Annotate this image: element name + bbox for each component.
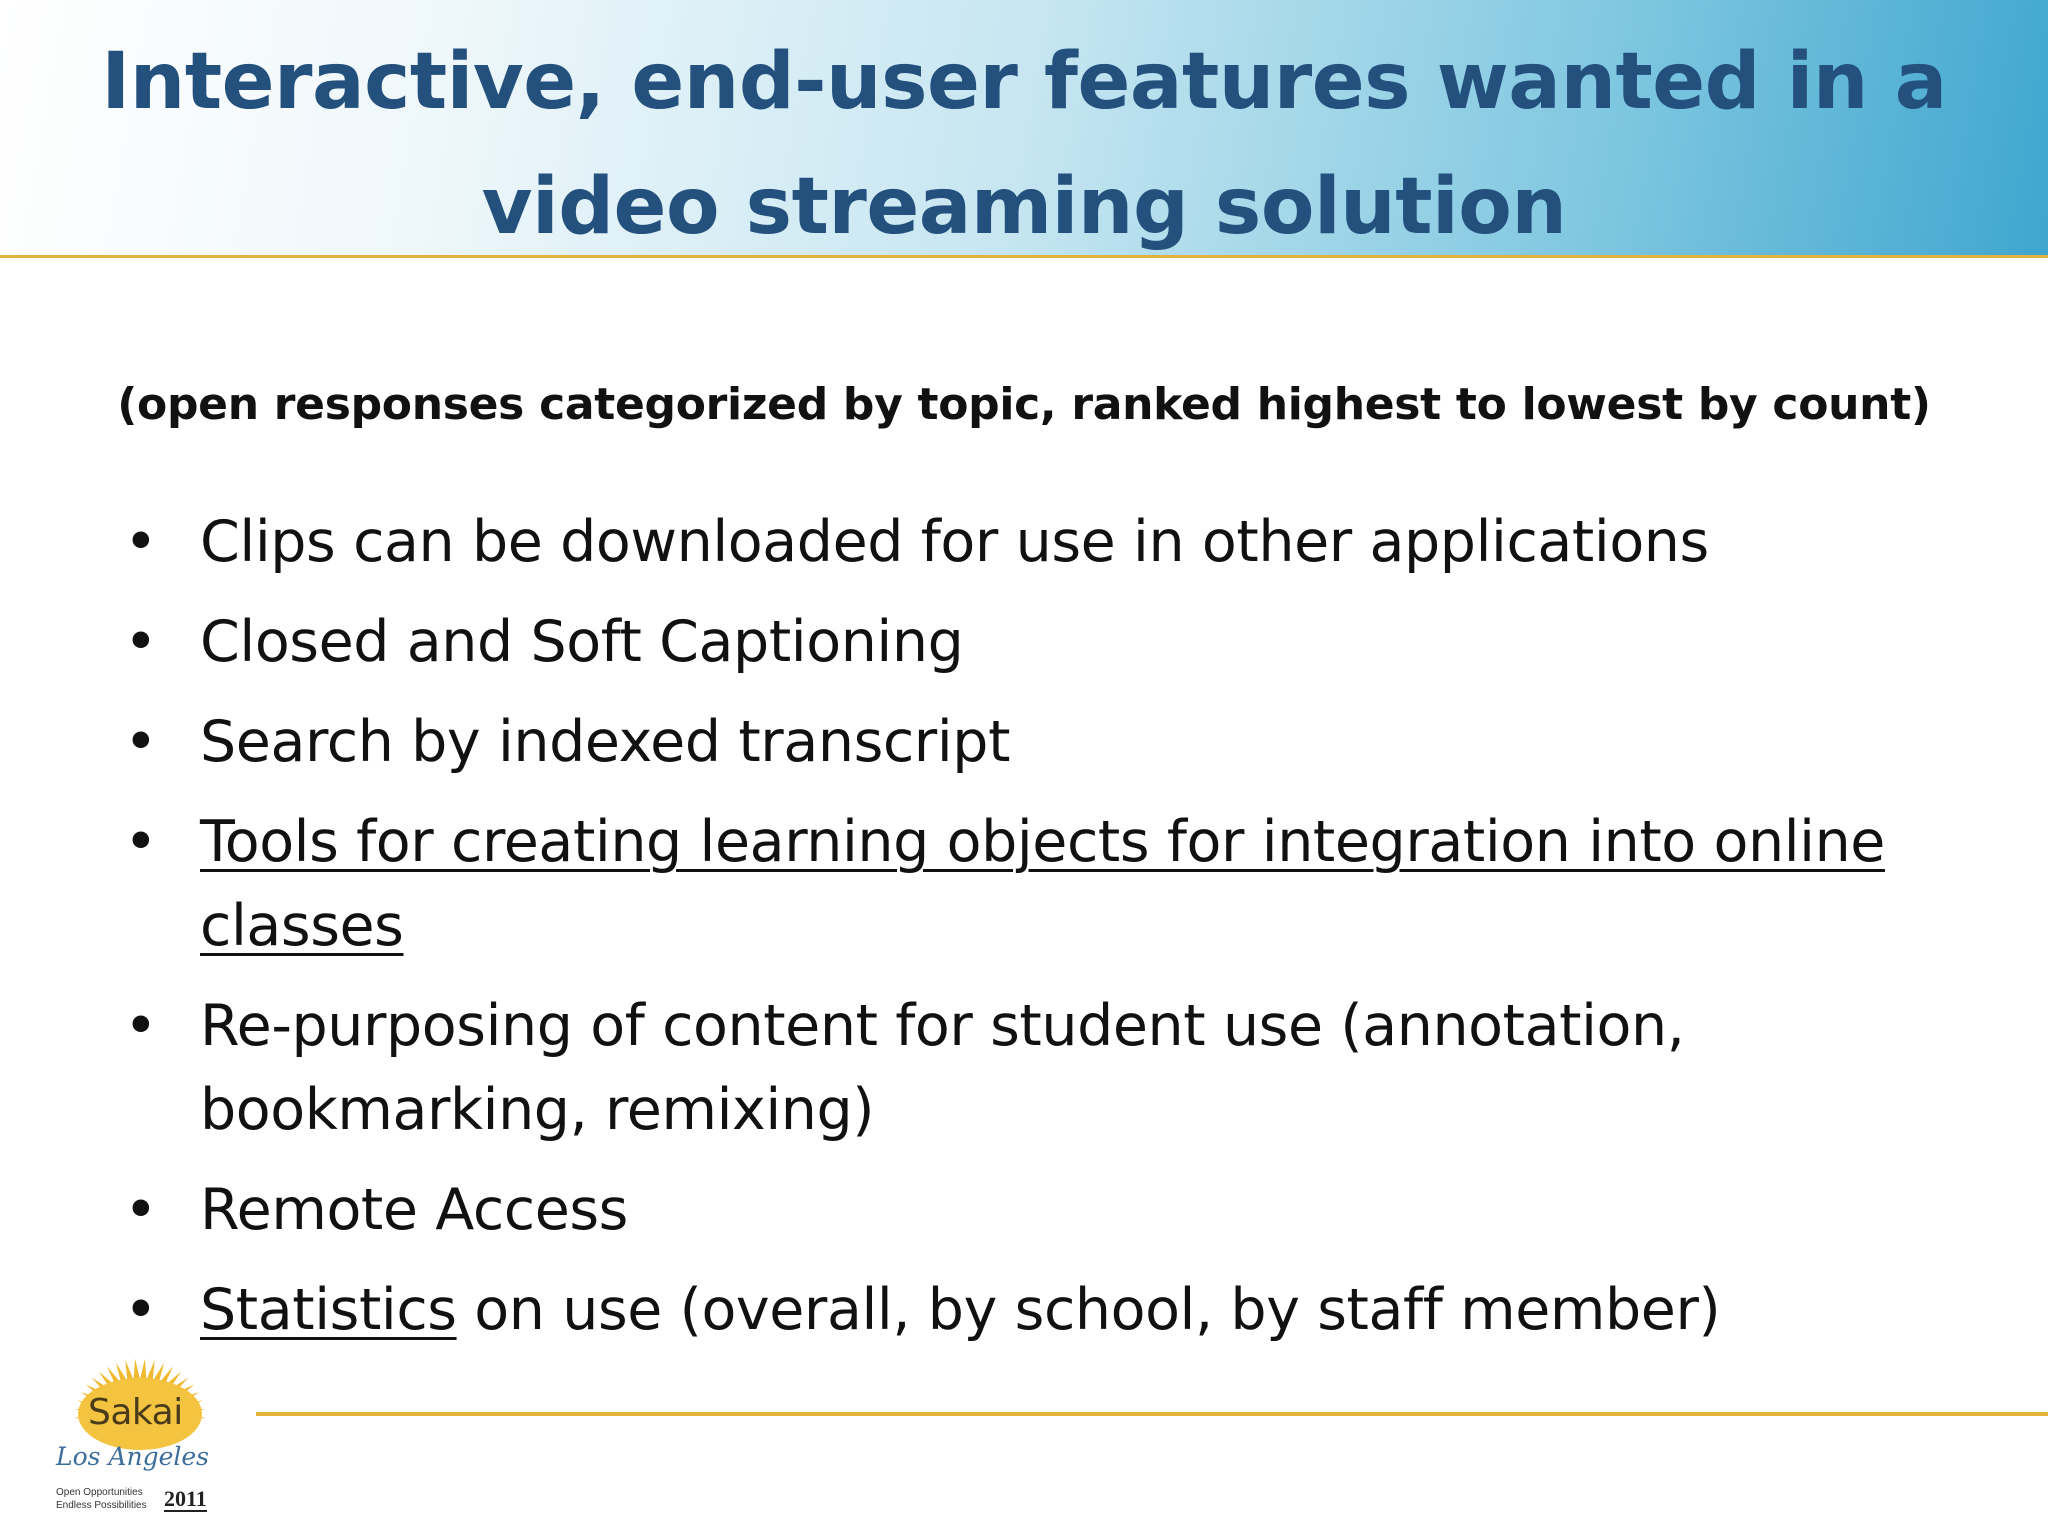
logo-year: 2011	[164, 1486, 207, 1511]
bullet-icon: •	[124, 509, 158, 575]
list-item-underlined-text: Statistics	[200, 1277, 457, 1343]
slide-title-line1: Interactive, end-user features wanted in a	[101, 37, 1947, 127]
bullet-icon: •	[124, 609, 158, 675]
list-item-text: Clips can be downloaded for use in other applications	[200, 509, 1709, 575]
list-item	[120, 1168, 1960, 1252]
logo-location: Los Angeles	[56, 1442, 210, 1471]
logo-tagline	[56, 1486, 147, 1512]
bullet-icon: •	[124, 1277, 158, 1343]
logo-name: Sakai	[88, 1392, 183, 1433]
list-item	[120, 800, 1960, 968]
bullet-icon: •	[124, 993, 158, 1059]
list-item	[120, 1268, 1960, 1352]
list-item-text: Remote Access	[200, 1177, 628, 1243]
feature-list	[120, 500, 1960, 1368]
list-item	[120, 500, 1960, 584]
slide-title-line2: video streaming solution	[481, 162, 1567, 252]
list-item-text: Closed and Soft Captioning	[200, 609, 964, 675]
footer-divider	[256, 1412, 2048, 1416]
logo-tagline-line1: Open Opportunities	[56, 1487, 143, 1498]
sakai-logo	[48, 1348, 238, 1518]
list-item	[120, 984, 1960, 1152]
list-item-text: Search by indexed transcript	[200, 709, 1011, 775]
list-item	[120, 700, 1960, 784]
logo-tagline-line2: Endless Possibilities	[56, 1500, 147, 1511]
list-item-text: Re-purposing of content for student use (annotation, bookmarking, remixing)	[200, 993, 1685, 1143]
list-item	[120, 600, 1960, 684]
list-item-text: Tools for creating learning objects for integration into online classes	[200, 809, 1885, 959]
bullet-icon: •	[124, 1177, 158, 1243]
slide-title	[40, 20, 2008, 270]
slide-subtitle: (open responses categorized by topic, ranked highest to lowest by count)	[117, 379, 1931, 430]
bullet-icon: •	[124, 809, 158, 875]
list-item-text: on use (overall, by school, by staff member)	[456, 1277, 1721, 1343]
bullet-icon: •	[124, 709, 158, 775]
